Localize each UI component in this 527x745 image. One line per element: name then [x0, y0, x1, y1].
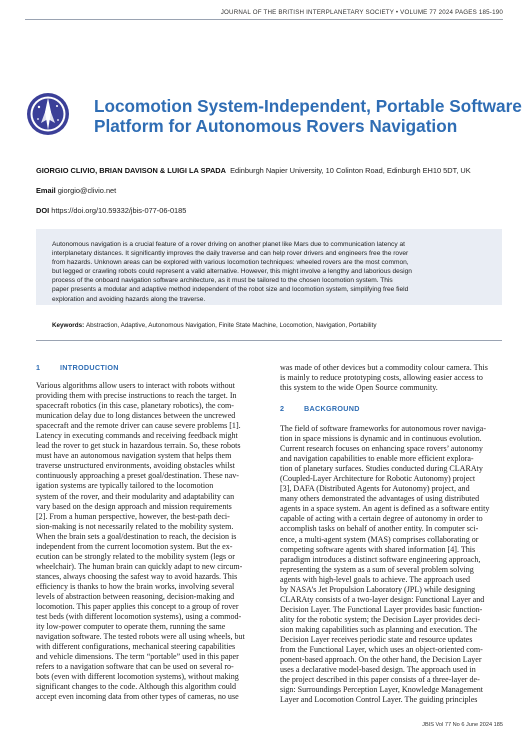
text-line: munication delay due to long distances between the uncrewed — [36, 411, 236, 421]
text-line: navigation software. The tested robots were all using wheels, but — [36, 632, 245, 642]
text-line: was made of other devices but a commodity colour camera. This — [280, 363, 488, 372]
text-line: uses a declarative model-based design. The approach used in — [280, 665, 476, 675]
right-column-text — [280, 424, 502, 705]
text-line: the project described in this paper consists of a three-layer de- — [280, 675, 480, 685]
email-line — [36, 186, 116, 195]
section-number: 1 — [36, 363, 41, 372]
abstract — [52, 240, 490, 304]
text-line: tion of planetary surfaces. Studies conducted during CLARAty — [280, 464, 483, 474]
page-footer: JBIS Vol 77 No 6 June 2024 185 — [422, 722, 503, 728]
text-line: significant changes to the code. Although this algorithm could — [36, 682, 237, 692]
abstract-line: from hazards. Unknown areas can be explored with various locomotion techniques: wheeled rovers are the most common, — [52, 259, 409, 267]
text-line: ponent-based approach. On the other hand, the Decision Layer — [280, 655, 482, 665]
text-line: providing them with precise instructions to reach the target. In — [36, 391, 237, 401]
paper-title — [94, 96, 522, 136]
text-line: Decision Layer receives periodic state and resource updates — [280, 634, 473, 644]
text-line: agents in a space system. An agent is defined as a software entity — [280, 504, 490, 514]
text-line: agents with high-level goals to achieve. The approach used — [280, 574, 471, 584]
text-line: Decision Layer. The Functional Layer provides basic function- — [280, 604, 483, 614]
text-line: independent from the current locomotion system. But the ex- — [36, 541, 233, 551]
text-line: continuously approaching a preset goal/destination. These nav- — [36, 471, 239, 481]
text-line: When the brain sets a goal/destination to reach, the decision is — [36, 531, 237, 541]
text-line: and vehicle dimensions. The term “portable” used in this paper — [36, 652, 239, 662]
section-title: BACKGROUND — [304, 404, 360, 413]
text-line: sion-making is not necessarily related to the mobility system. — [36, 521, 234, 531]
affiliation: Edinburgh Napier University, 10 Colinton Road, Edinburgh EH10 5DT, UK — [230, 166, 471, 175]
text-line: Latency in executing commands and receiving feedback might — [36, 431, 238, 441]
text-line: spacecraft robotics (in this case, planetary robotics), the com- — [36, 401, 234, 411]
text-line: Layer and Locomotion Control Layer. The guiding principles — [280, 695, 478, 705]
text-line: [3], DAFA (Distributed Agents for Autonomy) project, and — [280, 484, 470, 494]
text-line: lead the rover to get stuck in hazardous terrain. So, these robots — [36, 441, 241, 451]
doi-label: DOI — [36, 206, 50, 215]
text-line: system of the rover, and their modularity and adaptability can — [36, 491, 235, 501]
text-line: igation systems are typically tailored to the locomotion — [36, 481, 214, 491]
abstract-line: interplanetary distances. It significantly improves the daily traverse and can help rover drivers and engineers free the rover — [52, 250, 409, 258]
text-line: refers to a navigation software that can be used on several ro- — [36, 662, 234, 672]
text-line: ity low-power computer to operate them, running the same — [36, 622, 226, 632]
abstract-line: but legged or crawling robots could represent a valid alternative. However, this might involve a lengthy and laborious design — [52, 268, 412, 276]
running-head: JOURNAL OF THE BRITISH INTERPLANETARY SOCIETY • VOLUME 77 2024 PAGES 185-190 — [220, 9, 503, 16]
text-line: [2]. From a human perspective, however, the best-path deci- — [36, 511, 230, 521]
abstract-line: process of the onboard navigation software architecture, as it must be tailored to the chosen locomotion system. This — [52, 277, 393, 285]
text-line: traverse unstructured environments, avoiding obstacles whilst — [36, 461, 235, 471]
section-heading-introduction — [36, 363, 119, 372]
text-line: with different configurations, mechanical steering capabilities — [36, 642, 236, 652]
text-line: accomplish tasks on behalf of another entity. In computer sci- — [280, 524, 479, 534]
keywords-line — [52, 322, 492, 329]
text-line: The field of software frameworks for autonomous rover naviga- — [280, 424, 487, 433]
text-line: spacecraft and the remote driver can cause severe problems [1]. — [36, 421, 241, 431]
text-line: efficiency is thanks to how the brain works, involving several — [36, 581, 235, 591]
text-line: test beds (with different locomotion systems), using a commod- — [36, 612, 242, 622]
text-line: sign: Surroundings Perception Layer, Knowledge Management — [280, 685, 484, 695]
text-line: CLARAty consists of a two-layer design: Functional Layer and — [280, 594, 485, 604]
text-line: Various algorithms allow users to interact with robots without — [36, 381, 235, 390]
text-line: is mainly to reduce prototyping costs, allowing easier access to — [280, 373, 483, 383]
text-line: stances, always choosing the safest way to avoid hazards. This — [36, 571, 238, 581]
abstract-line: paper presents a modular and adaptive method independent of the robot size and locomotion system, simplifying free field — [52, 286, 409, 294]
doi-line — [36, 206, 186, 215]
title-line: Platform for Autonomous Rovers Navigation — [94, 116, 458, 136]
author-line — [36, 166, 471, 175]
text-line: sion making capabilities such as planning and execution. The — [280, 624, 478, 634]
text-line: must have an autonomous navigation system that helps them — [36, 451, 232, 461]
text-line: (Coupled-Layer Architecture for Robotic Autonomy) project — [280, 474, 476, 484]
right-column-top-text — [280, 363, 502, 393]
text-line: ecution can be strongly related to the mobility system (legs or — [36, 551, 235, 561]
text-line: bots (even with different locomotion systems), without making — [36, 672, 239, 682]
text-line: tion in space missions is dynamic and in continuous evolution. — [280, 434, 482, 444]
text-line: ence, a multi-agent system (MAS) comprises collaborating or — [280, 534, 479, 544]
text-line: by NASA’s Jet Propulsion Laboratory (JPL) while designing — [280, 584, 476, 594]
keywords-label: Keywords: — [52, 322, 85, 329]
text-line: competing software agents with shared information [4]. This — [280, 544, 476, 554]
abstract-line: Autonomous navigation is a crucial feature of a rover driving on another planet like Mars due to communication latency at — [52, 241, 405, 248]
text-line: accept even incoming data from other types of cameras, no use — [36, 692, 239, 702]
text-line: and navigation capabilities to enable more efficient explora- — [280, 454, 474, 464]
text-line: paradigm introduces a distinct software engineering approach, — [280, 554, 481, 564]
text-line: Current research focuses on enhancing space rovers’ autonomy — [280, 444, 483, 454]
keywords-rule — [36, 340, 502, 341]
bis-society-seal-icon — [26, 92, 70, 136]
email-link[interactable]: giorgio@clivio.net — [57, 186, 117, 195]
abstract-line: exploration and avoiding hazards along the traverse. — [52, 295, 206, 303]
authors: GIORGIO CLIVIO, BRIAN DAVISON & LUIGI LA SPADA — [36, 166, 226, 175]
email-label: Email — [36, 186, 56, 195]
text-line: levels of abstraction between reasoning, decision-making and — [36, 591, 235, 601]
section-title: INTRODUCTION — [60, 363, 119, 372]
text-line: capable of acting with a certain degree of autonomy in order to — [280, 514, 483, 524]
text-line: many others demonstrated the advantages of using distributed — [280, 494, 480, 504]
text-line: ality for the robotic system; the Decision Layer provides deci- — [280, 614, 480, 624]
left-column-text — [36, 381, 258, 703]
keywords-list: Abstraction, Adaptive, Autonomous Navigation, Finite State Machine, Locomotion, Navigation, Portability — [85, 322, 377, 329]
section-heading-background — [280, 404, 360, 413]
text-line: representing the system as a sum of several problem solving — [280, 564, 474, 574]
doi-link[interactable]: https://doi.org/10.59332/jbis-077-06-0185 — [51, 206, 187, 215]
title-line: Locomotion System-Independent, Portable Software — [94, 96, 522, 116]
text-line: this system to the wide Open Source community. — [280, 383, 438, 393]
section-number: 2 — [280, 404, 285, 413]
text-line: from the Functional Layer, which uses an object-oriented com- — [280, 645, 483, 655]
header-rule — [25, 19, 503, 20]
text-line: locomotion. This paper applies this concept to a group of rover — [36, 602, 239, 612]
text-line: wheelchair). The human brain can quickly adapt to new circum- — [36, 561, 243, 571]
text-line: vary based on the design approach and mission requirements — [36, 501, 232, 511]
